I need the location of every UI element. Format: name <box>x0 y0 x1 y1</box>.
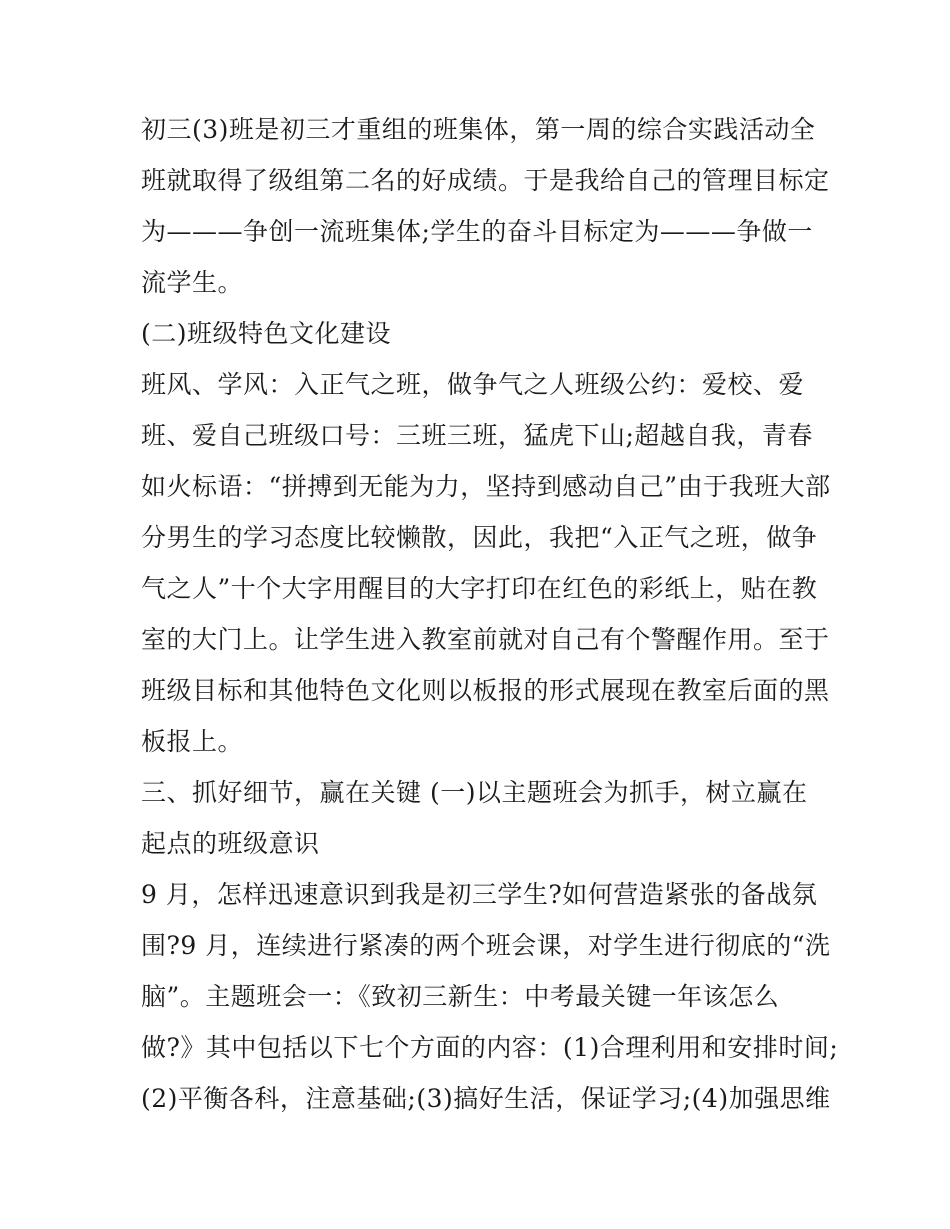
text-line: 脑”。主题班会一：《致初三新生：中考最关键一年该怎么 <box>141 982 780 1011</box>
document-page <box>141 104 839 1124</box>
text-line: 板报上。 <box>141 727 244 756</box>
text-line: 初三(3)班是初三才重组的班集体，第一周的综合实践活动全 <box>141 115 816 144</box>
text-line: 做?》其中包括以下七个方面的内容：(1)合理利用和安排时间; <box>141 1033 839 1062</box>
text-line: 起点的班级意识 <box>141 829 320 858</box>
text-line: 为———争创一流班集体;学生的奋斗目标定为———争做一 <box>141 217 813 246</box>
text-line: 9 月，怎样迅速意识到我是初三学生?如何营造紧张的备战氛 <box>141 880 818 909</box>
text-line: 室的大门上。让学生进入教室前就对自己有个警醒作用。至于 <box>141 625 830 654</box>
section-heading: 三、抓好细节，赢在关键 (一)以主题班会为抓手，树立赢在 <box>141 778 808 807</box>
text-line: (2)平衡各科，注意基础;(3)搞好生活，保证学习;(4)加强思维 <box>141 1084 831 1113</box>
text-line: 班级目标和其他特色文化则以板报的形式展现在教室后面的黑 <box>141 676 830 705</box>
text-line: 气之人”十个大字用醒目的大字打印在红色的彩纸上，贴在教 <box>141 574 818 603</box>
section-heading: (二)班级特色文化建设 <box>141 319 392 348</box>
text-line: 围?9 月，连续进行紧凑的两个班会课，对学生进行彻底的“洗 <box>141 931 831 960</box>
text-line: 流学生。 <box>141 268 244 297</box>
text-line: 班、爱自己班级口号：三班三班，猛虎下山;超越自我，青春 <box>141 421 813 450</box>
text-line: 班风、学风：入正气之班，做争气之人班级公约：爱校、爱 <box>141 370 805 399</box>
text-line: 班就取得了级组第二名的好成绩。于是我给自己的管理目标定 <box>141 166 830 195</box>
text-line: 分男生的学习态度比较懒散，因此，我把“入正气之班，做争 <box>141 523 818 552</box>
text-line: 如火标语：“拼搏到无能为力，坚持到感动自己”由于我班大部 <box>141 472 831 501</box>
